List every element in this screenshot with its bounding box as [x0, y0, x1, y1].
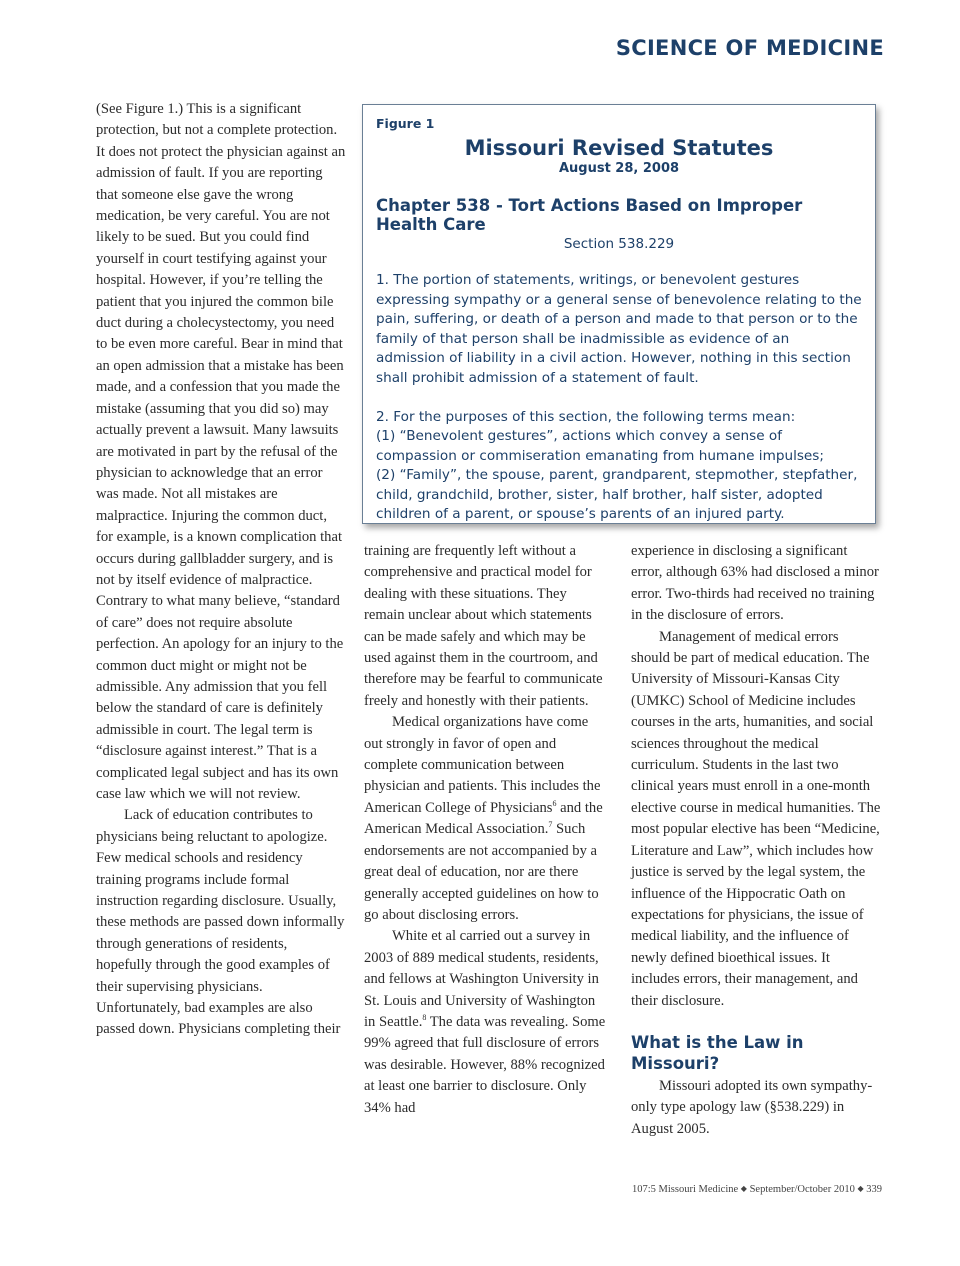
- page-number: 339: [866, 1184, 882, 1195]
- reference-marker: 7: [548, 820, 553, 830]
- paragraph-text: Such endorsements are not accompanied by a great deal of education, nor are there generally accepted guidelines on how to go about disclosing errors.: [364, 821, 599, 923]
- paragraph-text: Medical organizations have come out strongly in favor of open and complete communication between physician and patients. This includes the American College of Physicians: [364, 714, 601, 816]
- paragraph: experience in disclosing a significant error, although 63% had disclosed a minor error. Two-thirds had received no training in the disclosure of errors.: [631, 543, 879, 624]
- issue-date: September/October 2010: [749, 1184, 855, 1195]
- statute-paragraph-2: [376, 408, 862, 525]
- statute-definition-item: (2) “Family”, the spouse, parent, grandparent, stepmother, stepfather, child, grandchild, brother, sister, half brother, half sister, adopted children of a parent, or spouse’s parents of an injured party.: [376, 467, 858, 522]
- text-column-right: [631, 541, 881, 1140]
- paragraph: [364, 926, 610, 1119]
- figure-date: August 28, 2008: [558, 161, 680, 176]
- figure-title: Missouri Revised Statutes: [464, 136, 774, 160]
- section-heading: What is the Law in Missouri?: [631, 1032, 804, 1074]
- text-column-middle: [364, 541, 610, 1119]
- paragraph-text: White et al carried out a survey in 2003 of 889 medical students, residents, and fellows at Washington University in St. Louis and University of Washington in Seattle.: [364, 928, 599, 1030]
- reference-marker: 8: [422, 1012, 427, 1022]
- paragraph: Lack of education contributes to physicians being reluctant to apologize. Few medical schools and residency training programs include formal instruction regarding disclosure. Usually, these methods are passed down informally through generations of residents, hopefully through the good examples of their supervising physicians. Unfortunately, bad examples are also passed down. Physicians completing their: [96, 807, 345, 1038]
- paragraph-text: and the American Medical Association.: [364, 799, 603, 838]
- figure-label: Figure 1: [376, 116, 435, 131]
- paragraph-text: The data was revealing. Some 99% agreed that full disclosure of errors was desirable. However, 88% recognized at least one barrier to disclosure. Only 34% had: [364, 1013, 606, 1116]
- journal-name: 107:5 Missouri Medicine: [632, 1184, 739, 1195]
- paragraph: [364, 712, 610, 926]
- figure-chapter: Chapter 538 - Tort Actions Based on Improper Health Care: [376, 196, 803, 234]
- paragraph: Missouri adopted its own sympathy-only type apology law (§538.229) in August 2005.: [631, 1077, 873, 1137]
- reference-marker: 6: [552, 798, 557, 808]
- paragraph: (See Figure 1.) This is a significant protection, but not a complete protection. It does not protect the physician against an admission of fault. If you are reporting that someone else gave the wrong medication, be very careful. You are not likely to be sued. But you could find yourself in court testifying against your hospital. However, if you’re telling the patient that you injured the common bile duct during a cholecystectomy, you need to be even more careful. Bear in mind that an open admission that a mistake has been made, and a confession that you made the mistake (assuming that you did so) may actually prevent a lawsuit. Many lawsuits are motivated in part by the refusal of the physician to acknowledge that an error was made. Not all mistakes are malpractice. Injuring the common duct, for example, is a known complication that occurs during gallbladder surgery, and is not by itself evidence of malpractice. Contrary to what many believe, “standard of care” does not require absolute perfection. An apology for an injury to the common duct might or might not be admissible. Any admission that you fell below the standard of care is definitely admissible in court. The legal term is “disclosure against interest.” That is a complicated legal subject and has its own case law which we will not review.: [96, 101, 346, 802]
- text-column-left: [96, 99, 346, 1041]
- figure-1-box: [362, 104, 876, 524]
- statute-definitions-intro: 2. For the purposes of this section, the following terms mean:: [376, 408, 796, 425]
- section-label: SCIENCE OF MEDICINE: [615, 36, 884, 60]
- statute-definition-item: (1) “Benevolent gestures”, actions which convey a sense of compassion or commiseration emanating from humane impulses;: [376, 428, 824, 464]
- statute-paragraph-1: 1. The portion of statements, writings, or benevolent gestures expressing sympathy or a general sense of benevolence relating to the pain, suffering, or death of a person and made to that person or to the family of that person shall be inadmissible as evidence of an admission of liability in a civil action. However, nothing in this section shall prohibit admission of a statement of fault.: [376, 272, 862, 386]
- diamond-separator-icon: ◆: [740, 1184, 747, 1193]
- page-footer: [632, 1184, 882, 1195]
- diamond-separator-icon: ◆: [857, 1184, 864, 1193]
- paragraph: training are frequently left without a comprehensive and practical model for dealing with these situations. They remain unclear about which statements can be made safely and which may be used against them in the courtroom, and therefore may be fearful to communicate freely and honestly with their patients.: [364, 543, 603, 709]
- paragraph: Management of medical errors should be part of medical education. The University of Missouri-Kansas City (UMKC) School of Medicine includes courses in the arts, humanities, and social sciences throughout the medical curriculum. Students in the last two clinical years must enroll in a one-month elective course in medical humanities. The most popular elective has been “Medicine, Literature and Law”, which includes how justice is served by the legal system, the influence of the Hippocratic Oath on expectations for physicians, the issue of medical liability, and the influence of newly defined bioethical issues. It includes errors, their management, and their disclosure.: [631, 628, 881, 1009]
- figure-section: Section 538.229: [563, 236, 675, 252]
